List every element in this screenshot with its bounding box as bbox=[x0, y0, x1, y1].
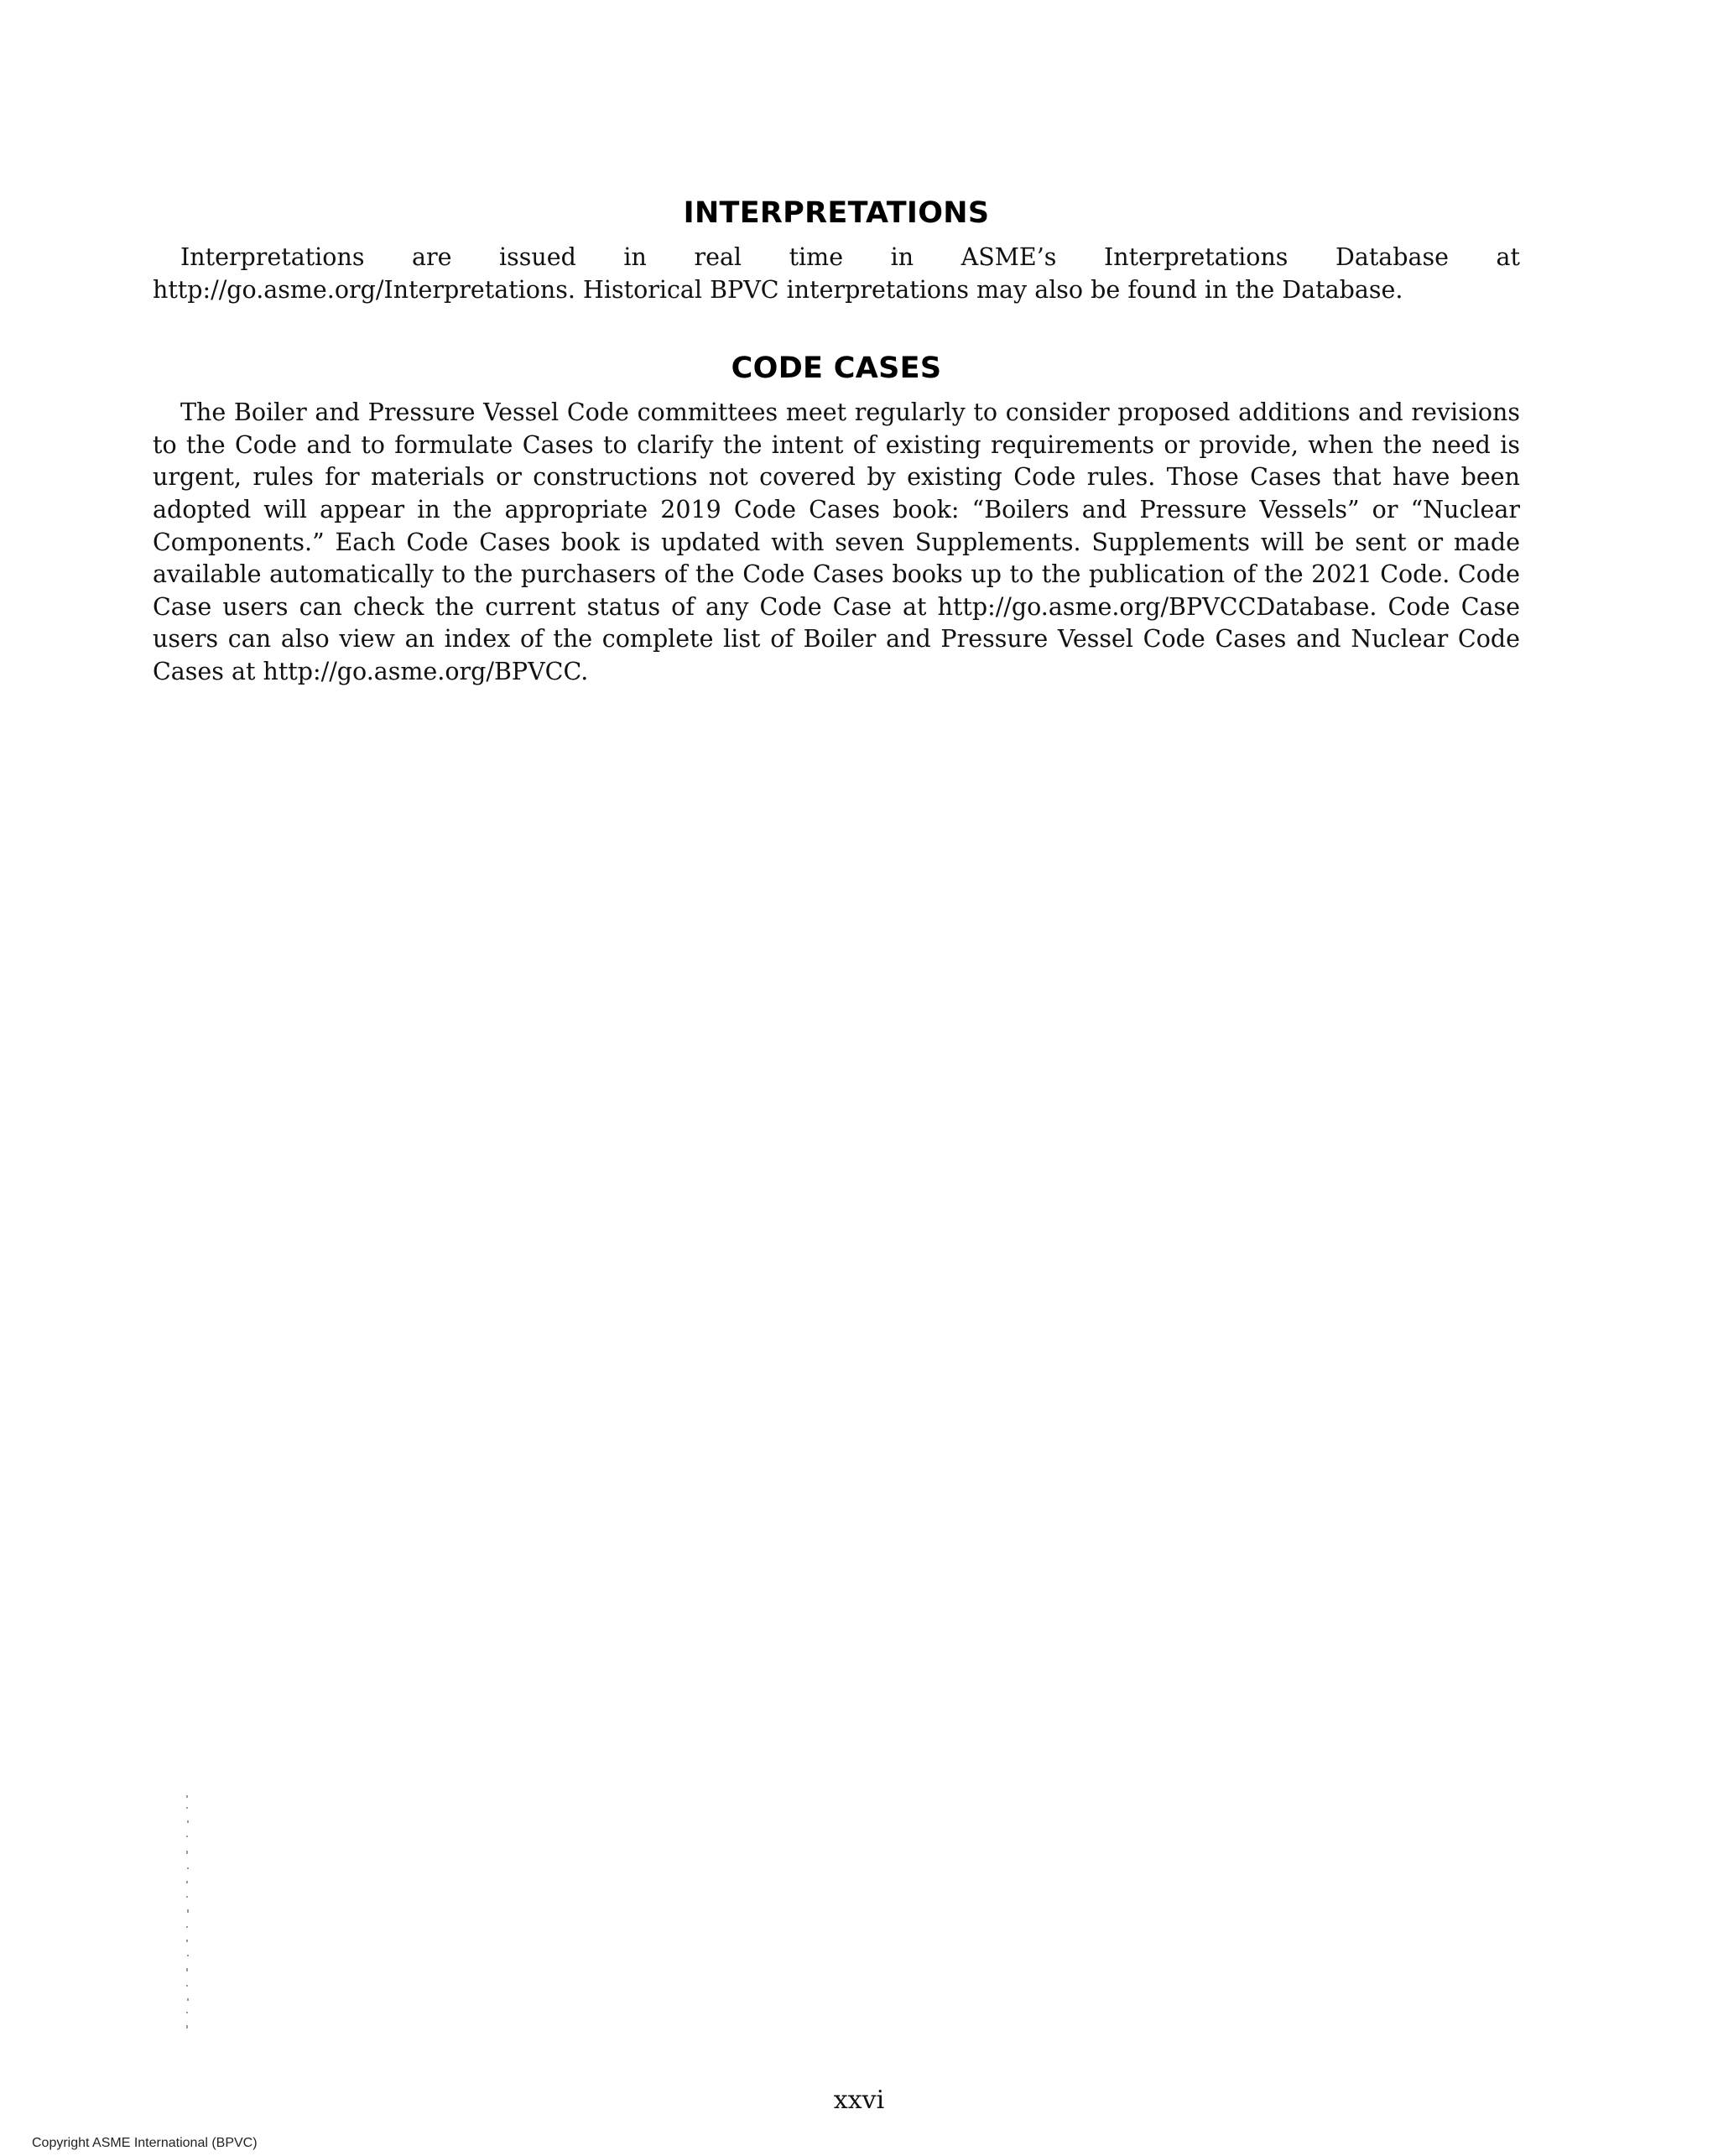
copyright-notice: Copyright ASME International (BPVC) bbox=[32, 2136, 258, 2150]
section-heading-interpretations: INTERPRETATIONS bbox=[683, 196, 990, 230]
paragraph-interpretations: Interpretations are issued in real time in ASME’s Interpretations Database at http://go.asme.org/Interpretations. Historical BPVC interpretations may also be found in the Database. bbox=[153, 243, 1520, 304]
page-number: xxvi bbox=[833, 2086, 885, 2115]
margin-marks-decoration bbox=[184, 1795, 192, 2032]
section-heading-code-cases: CODE CASES bbox=[731, 352, 942, 386]
page-content bbox=[153, 191, 1520, 689]
paragraph-code-cases: The Boiler and Pressure Vessel Code committees meet regularly to consider proposed additions and revisions to the Code and to formulate Cases to clarify the intent of existing requirements or provide, when the need is urgent, rules for materials or constructions not covered by existing Code rules. Those Cases that have been adopted will appear in the appropriate 2019 Code Cases book: “Boilers and Pressure Vessels” or “Nuclear Components.” Each Code Cases book is updated with seven Supplements. Supplements will be sent or made available automatically to the purchasers of the Code Cases books up to the publication of the 2021 Code. Code Case users can check the current status of any Code Case at http://go.asme.org/BPVCCDatabase. Code Case users can also view an index of the complete list of Boiler and Pressure Vessel Code Cases and Nuclear Code Cases at http://go.asme.org/BPVCC. bbox=[153, 398, 1520, 685]
